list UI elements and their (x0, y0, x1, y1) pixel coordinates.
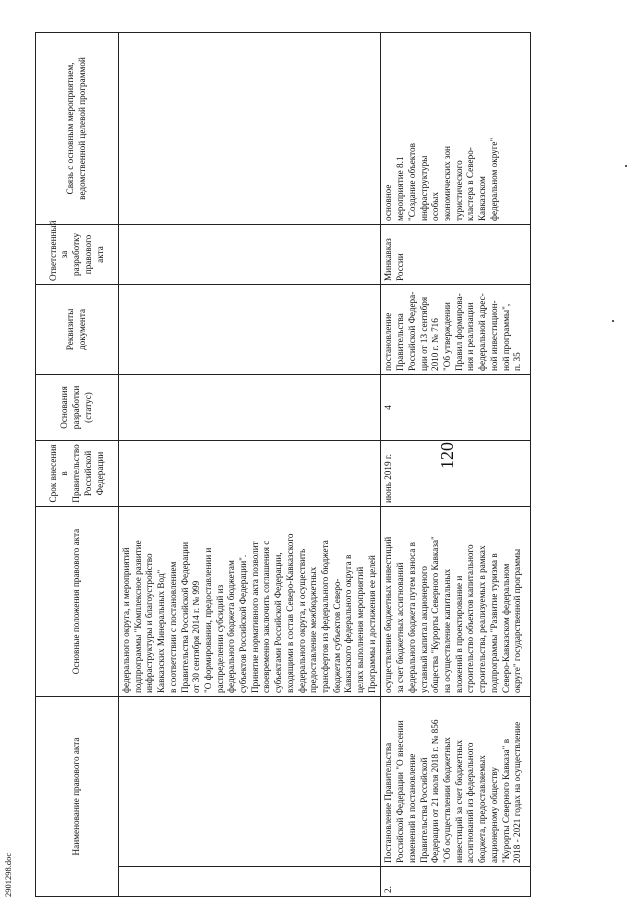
act-responsible: Минкавказ России (381, 224, 531, 284)
header-name: Наименование правового акта (36, 696, 119, 896)
footer-doc-code: 2901298.doc (3, 852, 13, 897)
table-header-row (36, 32, 119, 896)
header-requisites: Реквизиты документа (36, 284, 119, 374)
act-provisions: федерального округа, и мероприятий подпрограммы "Комплексное развитие инфраструктуры и благоустройство Кавказских Минеральных Вод" в соответствии с постановлением Правительства Российской Федерации от 30 сентября 2014 г. № 999 "О формировании, предоставлении и распределении субсидий из федерального бюджета бюджетам субъектов Российской Федерации". Принятие нормативного акта позволит своевременно заключить соглашения с субъектами Российской Федерации, входящими в состав Северо-Кавказского федерального округа, и осуществить предоставление межбюджетных трансфертов из федерального бюджета бюджетам субъектов Северо- Кавказского федерального округа в целях выполнения мероприятий Программы и достижения ее целей (119, 506, 381, 696)
header-basis: Основания разработки (статус) (36, 374, 119, 440)
act-link (119, 32, 381, 224)
row-number (119, 867, 381, 897)
act-name: Постановление Правительства Российской Федерации "О внесении изменений в постановление Правительства Российской Федерации от 21 июля 2018 г. № 856 "Об осуществлении бюджетных инвестиций за счет бюджетных ассигнований из федерального бюджета, предоставляемых акционерному обществу "Курорты Северного Кавказа" в 2018 - 2021 годах на осуществление (381, 696, 531, 866)
header-link: Связь с основным мероприятием, ведомственной целевой программой (36, 32, 119, 224)
act-responsible (119, 224, 381, 284)
act-deadline: июнь 2019 г. (381, 440, 531, 506)
act-basis: 4 (381, 374, 531, 440)
header-responsible: Ответственный за разработку правового акта (36, 224, 119, 284)
act-provisions: осуществление бюджетных инвестиций за счет бюджетных ассигнований федерального бюджета путем взноса в уставный капитал акционерного общества "Курорты Северного Кавказа" на осуществление капитальных вложений в проектирование и строительство объектов капитального строительства, реализуемых в рамках подпрограммы "Развитие туризма в Северо-Кавказском федеральном округе" государственной программы (381, 506, 531, 696)
header-provisions: Основные положения правового акта (36, 506, 119, 696)
legal-acts-table (35, 32, 531, 897)
act-deadline (119, 440, 381, 506)
table-row (119, 32, 381, 896)
scan-speck (612, 320, 614, 322)
act-name (119, 696, 381, 866)
act-requisites: постановление Правительства Российской Федера- ции от 13 сентября 2010 г. № 716 "Об утверждении Правил формирова- ния и реализации федеральной адрес- ной инвестицион- ной программы", п. 35 (381, 284, 531, 374)
scan-speck (625, 165, 627, 167)
row-number: 2. (381, 867, 531, 897)
act-basis (119, 374, 381, 440)
table-row (381, 32, 531, 896)
act-requisites (119, 284, 381, 374)
page-number: 120 (437, 442, 457, 469)
act-link: основное мероприятие 8.1 "Создание объектов инфраструктуры особых экономических зон туристического кластера в Северо- Кавказском федеральном округе" (381, 32, 531, 224)
header-deadline: Срок внесения в Правительство Российской Федерации (36, 440, 119, 506)
